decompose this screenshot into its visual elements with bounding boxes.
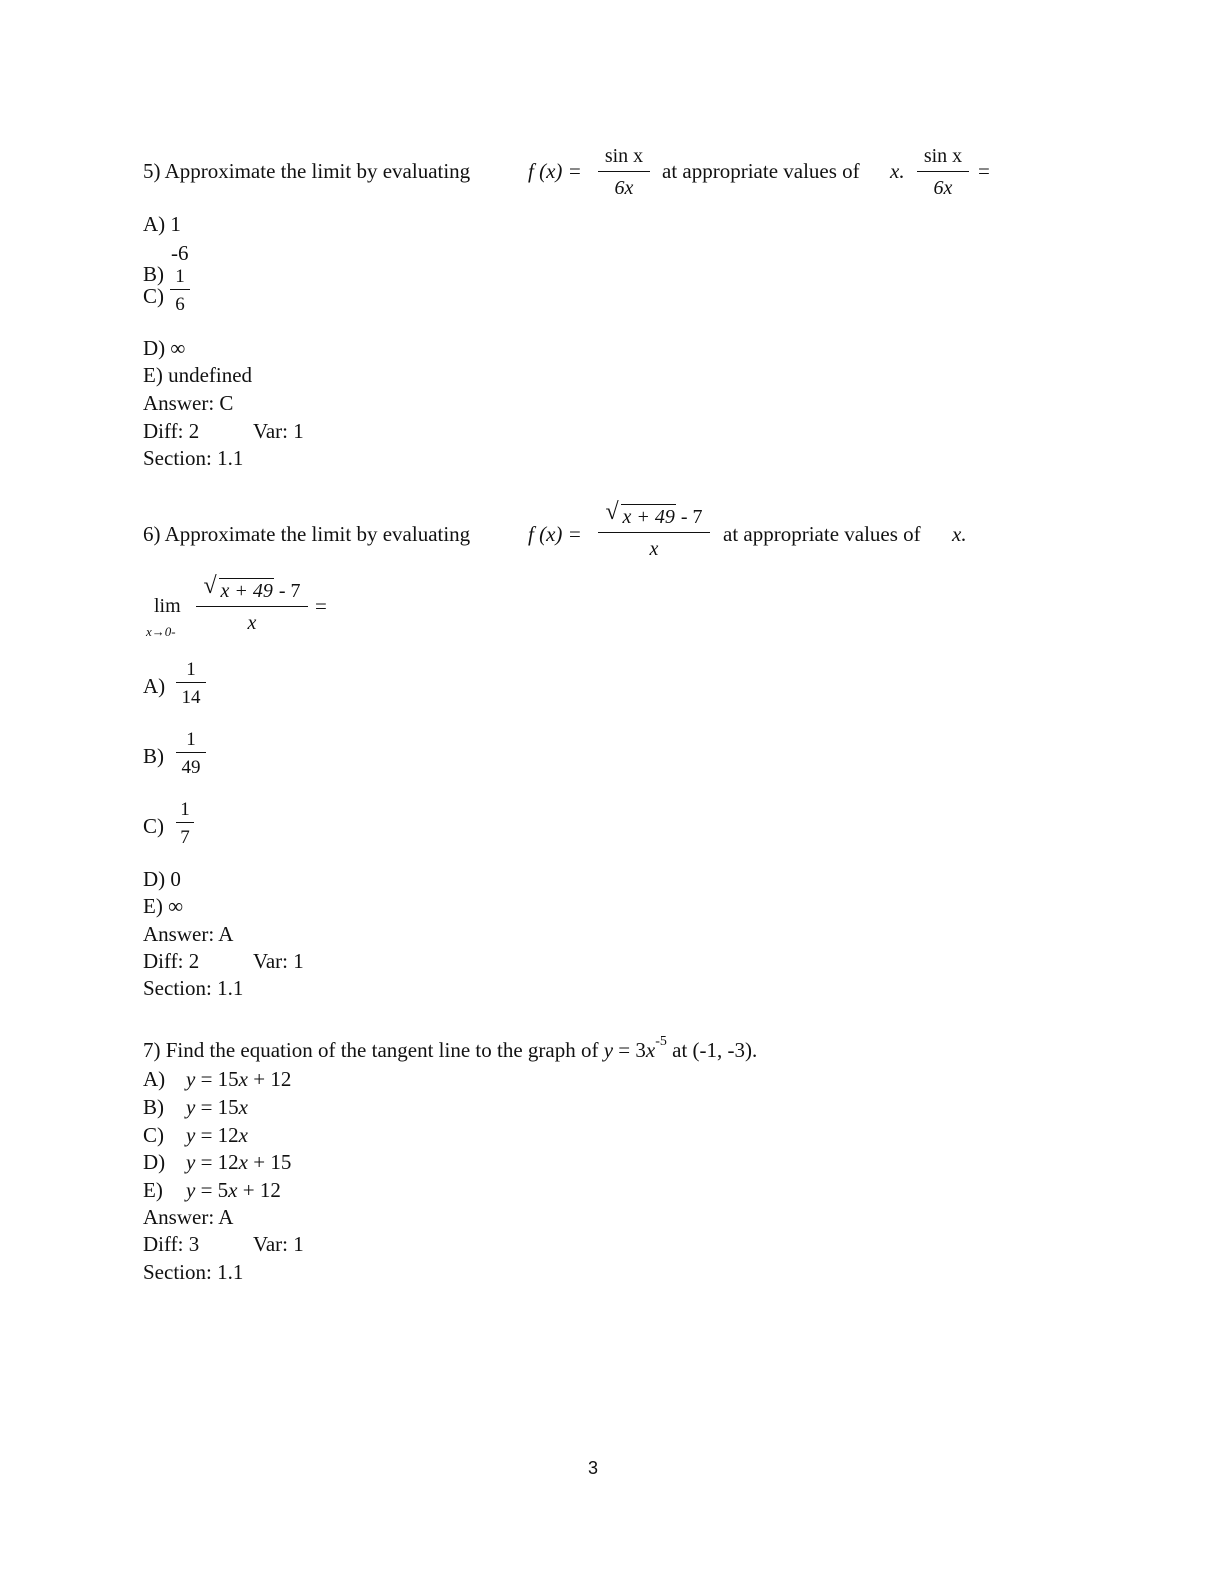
q7-choice-x: x bbox=[238, 1095, 248, 1119]
radical-icon: √ bbox=[605, 499, 619, 525]
q5-choice-c-den: 6 bbox=[175, 294, 185, 315]
q7-choice bbox=[143, 1125, 248, 1146]
q7-choice-label: C) bbox=[143, 1123, 164, 1147]
q5-choice-d: D) ∞ bbox=[143, 336, 186, 360]
q7-eq-exp: -5 bbox=[655, 1034, 667, 1049]
q6-choice-d: D) 0 bbox=[143, 867, 181, 891]
q7-choice-x: x bbox=[238, 1123, 248, 1147]
q7-choice-rhs: = 15 bbox=[195, 1067, 239, 1091]
q5-mid-text: at appropriate values of bbox=[662, 159, 860, 183]
q5-diff: Diff: 2 bbox=[143, 419, 200, 443]
q6-equals: = bbox=[315, 594, 327, 618]
q7-choice bbox=[143, 1180, 281, 1201]
q5-func-lhs: f (x) = bbox=[528, 159, 582, 183]
q6-mid-text: at appropriate values of bbox=[723, 522, 921, 546]
q7-prompt: 7) Find the equation of the tangent line to the graph of bbox=[143, 1038, 599, 1062]
fraction-bar bbox=[176, 822, 194, 823]
q5-equals: = bbox=[978, 159, 990, 183]
q6-choice-b-num: 1 bbox=[186, 729, 196, 750]
q6-frac-den: x bbox=[649, 538, 659, 560]
q7-choice-rhs: = 12 bbox=[195, 1123, 239, 1147]
q6-answer: Answer: A bbox=[143, 922, 234, 946]
q6-frac-num bbox=[598, 499, 710, 528]
q5-choice-b-label: B) bbox=[143, 262, 164, 286]
q6-lim-radicand: x + 49 bbox=[220, 580, 273, 602]
fraction-bar bbox=[196, 606, 308, 607]
q5-choice-b-value: -6 bbox=[171, 241, 189, 265]
q7-choice-x: x bbox=[228, 1178, 238, 1202]
q7-choice bbox=[143, 1152, 291, 1173]
q7-choice-rhs: = 12 bbox=[195, 1150, 239, 1174]
q6-lim-rad-rest: - 7 bbox=[278, 580, 301, 602]
q6-prompt: 6) Approximate the limit by evaluating bbox=[143, 522, 471, 546]
q6-var-meta: Var: 1 bbox=[253, 949, 304, 973]
q7-eq-rhs: = 3 bbox=[613, 1038, 646, 1062]
q7-choice bbox=[143, 1097, 248, 1118]
fraction-bar bbox=[598, 171, 650, 172]
q6-section: Section: 1.1 bbox=[143, 976, 244, 1000]
q7-eq-y: y bbox=[603, 1038, 614, 1062]
q7-choice-x: x bbox=[238, 1067, 248, 1091]
fraction-bar bbox=[170, 289, 190, 290]
q7-choice-rest: + 15 bbox=[248, 1150, 292, 1174]
q7-choice-x: x bbox=[238, 1150, 248, 1174]
q6-lim-num bbox=[196, 573, 308, 602]
q5-choice-a: A) 1 bbox=[143, 212, 181, 236]
q6-lim-sub: x→0- bbox=[146, 624, 176, 639]
q7-choice-label: E) bbox=[143, 1178, 163, 1202]
q7-answer: Answer: A bbox=[143, 1205, 234, 1229]
q5-answer: Answer: C bbox=[143, 391, 234, 415]
q6-choice-a-den: 14 bbox=[181, 687, 201, 708]
q6-choice-c-label: C) bbox=[143, 814, 164, 838]
q5-choice-c-label: C) bbox=[143, 284, 164, 308]
fraction-bar bbox=[917, 171, 969, 172]
sqrt-symbol bbox=[203, 573, 273, 602]
q6-choice-a-label: A) bbox=[143, 674, 166, 698]
q7-choice-label: A) bbox=[143, 1067, 166, 1091]
q7-choice bbox=[143, 1069, 291, 1090]
q6-choice-a-num: 1 bbox=[186, 659, 196, 680]
q6-choice-b-label: B) bbox=[143, 744, 164, 768]
q7-diff: Diff: 3 bbox=[143, 1232, 200, 1256]
q5-section: Section: 1.1 bbox=[143, 446, 244, 470]
q6-fraction bbox=[598, 499, 710, 560]
q6-func-lhs: f (x) = bbox=[528, 522, 582, 546]
q7-choice-label: D) bbox=[143, 1150, 166, 1174]
q7-choice-rhs: = 5 bbox=[195, 1178, 229, 1202]
q6-choice-e: E) ∞ bbox=[143, 894, 184, 918]
q7-tail: at (-1, -3). bbox=[666, 1038, 758, 1062]
q6-lim-fraction bbox=[196, 573, 308, 634]
q6-choice-b-den: 49 bbox=[181, 757, 201, 778]
q5-choice-c-fraction bbox=[170, 267, 190, 314]
q7-choice-lhs: y bbox=[186, 1067, 196, 1091]
q6-lim-den: x bbox=[247, 612, 257, 634]
q5-choice-c-num: 1 bbox=[175, 266, 185, 287]
q7-choice-lhs: y bbox=[186, 1150, 196, 1174]
q6-diff: Diff: 2 bbox=[143, 949, 200, 973]
q7-choice-lhs: y bbox=[186, 1178, 196, 1202]
q7-choice-lhs: y bbox=[186, 1095, 196, 1119]
q5-frac2-den: 6x bbox=[933, 177, 953, 199]
q5-prompt: 5) Approximate the limit by evaluating bbox=[143, 159, 471, 183]
sqrt-symbol bbox=[605, 499, 675, 528]
q5-frac2-num: sin x bbox=[923, 145, 963, 167]
q6-choice-b-fraction bbox=[176, 730, 206, 777]
fraction-bar bbox=[176, 682, 206, 683]
q6-choice-c-fraction bbox=[176, 800, 194, 847]
q6-choice-c-num: 1 bbox=[180, 799, 190, 820]
q5-fraction bbox=[598, 146, 650, 198]
q5-var-meta: Var: 1 bbox=[253, 419, 304, 443]
radical-icon: √ bbox=[203, 573, 217, 599]
q6-choice-c-den: 7 bbox=[180, 827, 190, 848]
q7-section: Section: 1.1 bbox=[143, 1260, 244, 1284]
q7-prompt-line bbox=[143, 1034, 758, 1062]
q7-choice-rest: + 12 bbox=[248, 1067, 292, 1091]
q6-var: x. bbox=[952, 522, 967, 546]
q7-choice-rest: + 12 bbox=[237, 1178, 281, 1202]
q6-lim: lim bbox=[154, 595, 181, 617]
q5-fraction-2 bbox=[917, 146, 969, 198]
q7-choice-label: B) bbox=[143, 1095, 164, 1119]
q6-radicand: x + 49 bbox=[622, 506, 675, 528]
q5-choice-e: E) undefined bbox=[143, 363, 253, 387]
q5-var: x. bbox=[890, 159, 905, 183]
q7-choice-rhs: = 15 bbox=[195, 1095, 239, 1119]
q7-choice-lhs: y bbox=[186, 1123, 196, 1147]
q6-rad-rest: - 7 bbox=[680, 506, 703, 528]
page-number: 3 bbox=[588, 1458, 599, 1478]
q7-eq-x: x bbox=[645, 1038, 656, 1062]
fraction-bar bbox=[176, 752, 206, 753]
fraction-bar bbox=[598, 532, 710, 533]
q6-choice-a-fraction bbox=[176, 660, 206, 707]
q5-frac-den: 6x bbox=[614, 177, 634, 199]
q5-frac-num: sin x bbox=[604, 145, 644, 167]
q7-var-meta: Var: 1 bbox=[253, 1232, 304, 1256]
